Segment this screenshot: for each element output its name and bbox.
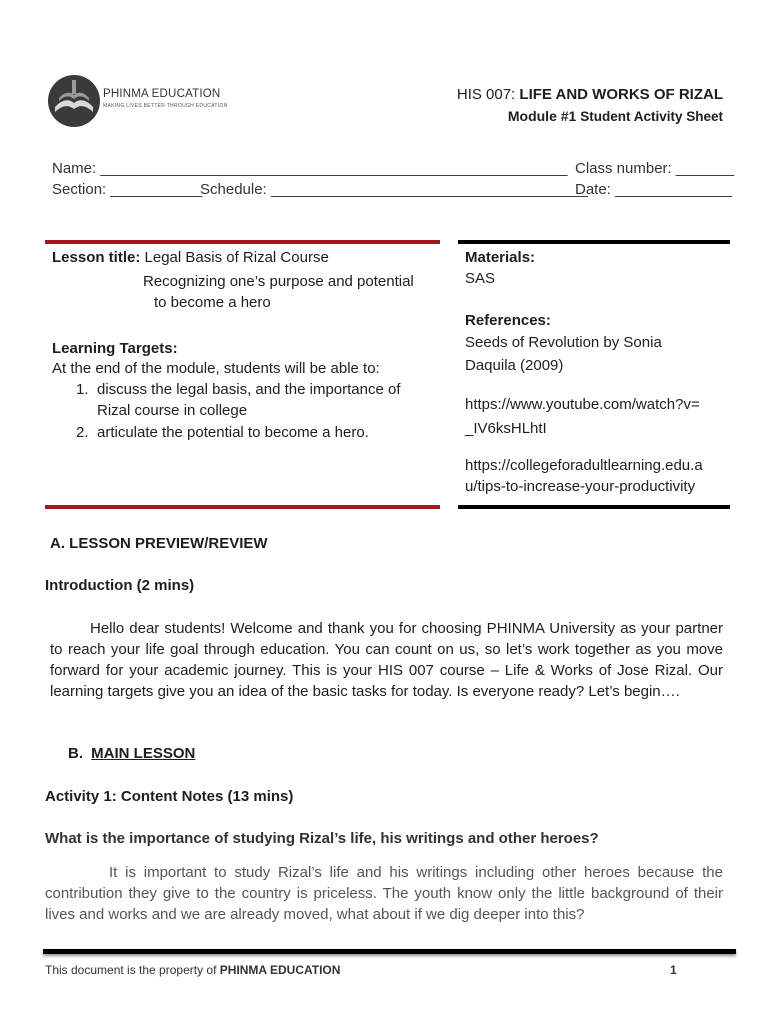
date-field[interactable]: Date: ______________: [575, 181, 732, 198]
module-number: Module #1: [507, 108, 577, 124]
section-a-heading: A. LESSON PREVIEW/REVIEW: [50, 535, 268, 552]
logo-tagline: MAKING LIVES BETTER THROUGH EDUCATION: [103, 103, 228, 109]
reference-2-link-line-1[interactable]: https://www.youtube.com/watch?v=: [465, 396, 700, 413]
name-field[interactable]: Name: ________________________________________________________: [52, 160, 568, 177]
learning-targets-label: Learning Targets:: [52, 340, 178, 357]
reference-1-line-1: Seeds of Revolution by Sonia: [465, 334, 662, 351]
target-1-line-2: Rizal course in college: [97, 402, 248, 419]
lesson-title-2: Recognizing one’s purpose and potential: [143, 273, 414, 290]
lesson-title-1: Legal Basis of Rizal Course: [144, 249, 329, 266]
section-b-letter: B.: [68, 745, 83, 762]
lesson-title-label: Lesson title:: [52, 249, 141, 266]
section-field[interactable]: Section: ___________: [52, 181, 203, 198]
phinma-logo: [47, 72, 212, 130]
footer-owner: PHINMA EDUCATION: [219, 963, 341, 977]
right-box-bottom-border: [458, 505, 730, 509]
footer-prefix: This document is the property of: [45, 963, 217, 977]
section-b-heading: [68, 743, 195, 764]
reference-1-line-2: Daquila (2009): [465, 357, 564, 374]
introduction-paragraph: Hello dear students! Welcome and thank you for choosing PHINMA University as your partner to reach your life goal through education. You can count on us, so let’s work together as you move forward for your academic journey. This is your HIS 007 course – Life & Works of Jose Rizal. Our learning targets give you an idea of the basic tasks for today. Is everyone ready? Let’s begin….: [50, 620, 723, 700]
class-number-field[interactable]: Class number: _______: [575, 160, 735, 177]
lesson-title-3: to become a hero: [154, 294, 271, 311]
left-box-top-border: [45, 240, 440, 244]
activity-1-heading: Activity 1: Content Notes (13 mins): [45, 788, 294, 805]
target-2-number: 2.: [76, 424, 89, 441]
course-title: LIFE AND WORKS OF RIZAL: [519, 86, 723, 103]
activity-question: What is the importance of studying Rizal’s life, his writings and other heroes?: [45, 830, 599, 847]
logo-title: PHINMA EDUCATION: [103, 88, 221, 100]
lesson-title: [52, 247, 329, 268]
materials-value: SAS: [465, 270, 496, 287]
materials-label: Materials:: [465, 249, 536, 266]
left-box-bottom-border: [45, 505, 440, 509]
schedule-field[interactable]: Schedule: ______________________________________: [200, 181, 588, 198]
target-1-number: 1.: [76, 381, 89, 398]
logo-emblem-icon: [47, 72, 103, 130]
page-number: 1: [670, 963, 677, 977]
main-lesson-title: MAIN LESSON: [91, 745, 196, 762]
introduction-heading: Introduction (2 mins): [45, 577, 195, 594]
module-header: [508, 108, 723, 124]
activity-answer: It is important to study Rizal’s life and his writings including other heroes because the contribution they give to the country is priceless. The youth know only the little background of their lives and works and we are already moved, what about if we dig deeper into this?: [45, 864, 723, 923]
references-label: References:: [465, 312, 551, 329]
target-2-line: articulate the potential to become a hero.: [97, 424, 369, 441]
reference-3-link-line-1[interactable]: https://collegeforadultlearning.edu.a: [465, 457, 703, 474]
learning-targets-intro: At the end of the module, students will be able to:: [52, 360, 380, 377]
course-code: HIS 007:: [456, 86, 516, 103]
target-1-line-1: discuss the legal basis, and the importance of: [97, 381, 401, 398]
footer-text: [45, 963, 340, 977]
sheet-type: Student Activity Sheet: [580, 109, 723, 124]
course-header: [457, 86, 723, 103]
reference-3-link-line-2[interactable]: u/tips-to-increase-your-productivity: [465, 478, 696, 495]
right-box-top-border: [458, 240, 730, 244]
reference-2-link-line-2[interactable]: _IV6ksHLhtI: [465, 420, 547, 437]
footer-divider: [43, 949, 736, 954]
